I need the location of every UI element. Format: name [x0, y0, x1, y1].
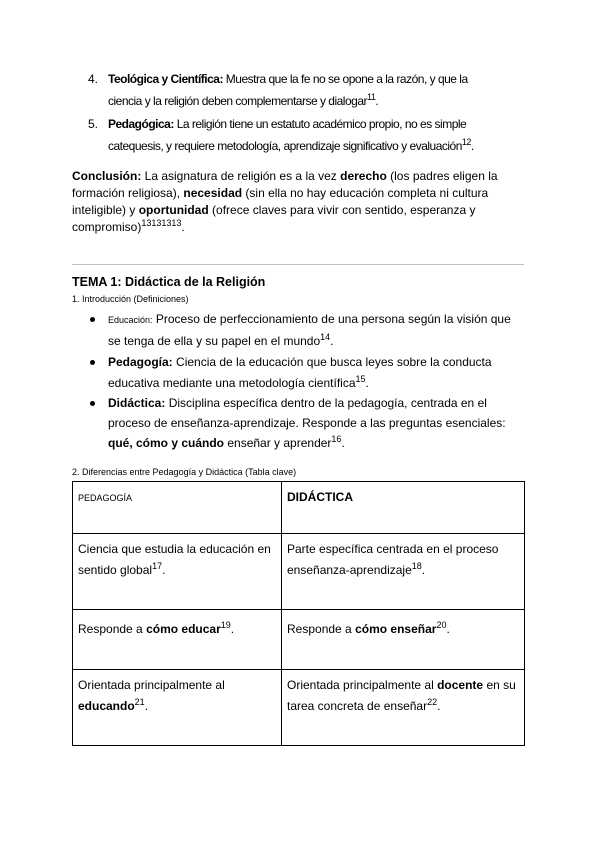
subsection-title: 1. Introducción (Definiciones) [72, 294, 189, 304]
list-text-cont: catequesis, y requiere metodología, aprendizaje significativo y evaluación [108, 139, 462, 153]
section-title: TEMA 1: Didáctica de la Religión [72, 275, 266, 289]
punct: . [330, 334, 334, 348]
bullet-icon [90, 360, 95, 365]
bullet-bold: qué, cómo y cuándo [108, 436, 225, 450]
bullet-text-cont: enseñar y aprender [224, 436, 332, 450]
conclusion-paragraph [72, 168, 532, 236]
cell-bold: docente [437, 678, 484, 692]
bullet-text: Disciplina específica dentro de la pedagogía, centrada en el proceso de enseñanza-aprendizaje. Responde a las preguntas esenciales: [108, 396, 506, 430]
bullet-item [108, 309, 528, 352]
bullet-icon [90, 317, 95, 322]
punct: . [181, 220, 185, 234]
cell-text: Parte específica centrada en el proceso enseñanza-aprendizaje [287, 542, 499, 577]
cell-bold: cómo enseñar [355, 622, 437, 636]
table-header-cell [73, 482, 282, 534]
punct: . [437, 699, 441, 713]
conclusion-text: (los padres eligen la formación religiosa), [72, 169, 498, 200]
footnote-ref[interactable]: 22 [427, 697, 438, 707]
punct: . [365, 376, 369, 390]
footnote-ref[interactable]: 14 [320, 332, 331, 342]
list-item [90, 113, 530, 157]
conclusion-text: (sin ella no hay educación completa ni cultura inteligible) y [72, 186, 489, 217]
punct: . [375, 94, 379, 108]
footnote-ref[interactable]: 15 [355, 374, 366, 384]
subsection-title: 2. Diferencias entre Pedagogía y Didáctica (Tabla clave) [72, 467, 297, 477]
punct: . [230, 622, 235, 636]
table-header-row [73, 482, 525, 534]
list-text: Muestra que la fe no se opone a la razón, y que la [222, 72, 468, 86]
bullet-term: Pedagogía: [108, 355, 173, 369]
conclusion-text: (ofrece claves para vivir con sentido, esperanza y compromiso) [72, 203, 476, 234]
header-didactica: DIDÁCTICA [287, 490, 353, 504]
footnote-ref[interactable]: 18 [411, 561, 422, 571]
bullet-term: Educación: [108, 315, 153, 325]
cell-text: en su tarea concreta de enseñar [287, 678, 516, 713]
bullet-text: Proceso de perfeccionamiento de una persona según la visión que [152, 312, 511, 326]
conclusion-bold: oportunidad [138, 203, 209, 217]
list-term: Pedagógica: [108, 117, 174, 131]
bullet-icon [90, 401, 95, 406]
bullet-text-cont: educativa mediante una metodología científica [108, 376, 356, 390]
cell-text: Responde a [287, 622, 356, 636]
bullet-item [108, 352, 528, 394]
footnote-ref[interactable]: 12 [461, 137, 471, 147]
list-number: 5. [88, 117, 99, 131]
cell-text: Orientada principalmente al [287, 678, 438, 692]
cell-bold: educando [78, 699, 135, 713]
table-row [73, 610, 525, 670]
list-text: La religión tiene un estatuto académico propio, no es simple [173, 117, 467, 131]
footnote-ref[interactable]: 11 [367, 92, 376, 102]
punct: . [446, 622, 450, 636]
conclusion-text: La asignatura de religión es a la vez [141, 169, 341, 183]
cell-bold: cómo educar [146, 622, 221, 636]
table-row [73, 670, 525, 746]
table-cell [282, 610, 525, 670]
bullet-item [108, 393, 528, 453]
footnote-ref[interactable]: 21 [134, 697, 145, 707]
conclusion-bold: necesidad [183, 186, 243, 200]
list-item [90, 68, 530, 112]
header-pedagogia: PEDAGOGÍA [78, 493, 133, 503]
punct: . [144, 699, 149, 713]
punct: . [421, 563, 426, 577]
footnote-ref[interactable]: 20 [436, 620, 447, 630]
list-text-cont: ciencia y la religión deben complementarse y dialogar [108, 94, 367, 108]
table-cell [73, 610, 282, 670]
list-number: 4. [88, 72, 99, 86]
punct: . [341, 436, 345, 450]
bullet-text-cont: se tenga de ella y su papel en el mundo [108, 334, 321, 348]
footnote-ref[interactable]: 19 [220, 620, 231, 630]
cell-text: Orientada principalmente al [78, 678, 225, 692]
bullet-text: Ciencia de la educación que busca leyes sobre la conducta [172, 355, 492, 369]
conclusion-bold: derecho [340, 169, 387, 183]
footnote-ref[interactable]: 16 [331, 434, 342, 444]
footnote-ref[interactable]: 13131313 [141, 218, 182, 228]
list-term: Teológica y Científica: [108, 72, 223, 86]
bullet-term: Didáctica: [108, 396, 166, 410]
divider [72, 264, 524, 265]
comparison-table [72, 481, 525, 746]
punct: . [470, 139, 474, 153]
table-cell [282, 534, 525, 610]
table-cell [73, 534, 282, 610]
table-row [73, 534, 525, 610]
table-cell [282, 670, 525, 746]
cell-text: Responde a [78, 622, 147, 636]
footnote-ref[interactable]: 17 [152, 561, 163, 571]
punct: . [162, 563, 166, 577]
conclusion-label: Conclusión: [72, 169, 142, 183]
cell-text: Ciencia que estudia la educación en sentido global [78, 542, 271, 577]
table-header-cell [282, 482, 525, 534]
table-cell [73, 670, 282, 746]
